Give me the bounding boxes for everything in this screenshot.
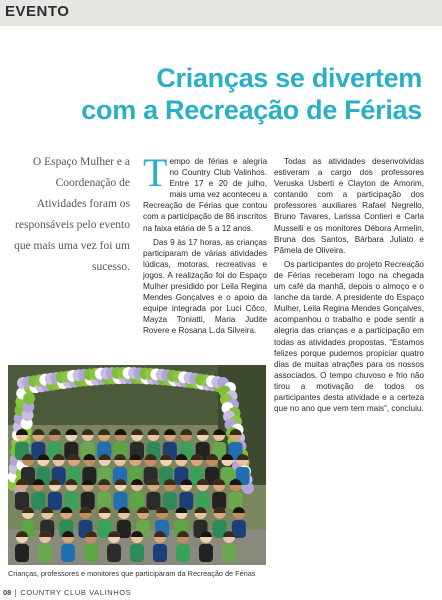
person-figure bbox=[146, 479, 160, 510]
person-figure bbox=[229, 479, 243, 510]
person-figure bbox=[222, 531, 236, 562]
person-figure bbox=[199, 531, 213, 562]
person-figure bbox=[38, 531, 52, 562]
person-figure bbox=[179, 479, 193, 510]
person-figure bbox=[81, 479, 95, 510]
headline-line-1: Crianças se divertem bbox=[156, 63, 422, 93]
paragraph: Os participantes do projeto Recreação de Férias receberam logo na chegada um café da manhã, depois o almoço e o lanche da tarde. A presidente do Espaço Mulher, Leila Regina Mendes Gonçalves, acompanhou o trabalho e pode sentir a alegria das crianças e a participação em todas as atividades propostas. “Estamos felizes porque pudemos propiciar quatro dias de muitas atrações para os nossos associados. O tempo chuvoso e frio não tirou a motivação de todos os participantes desta atividade e a certeza que no ano que vem tem mais”, concluiu. bbox=[274, 259, 424, 414]
section-label: EVENTO bbox=[5, 3, 70, 20]
person-figure bbox=[107, 531, 121, 562]
person-figure bbox=[163, 479, 177, 510]
footer-divider bbox=[15, 589, 16, 597]
group-photo bbox=[8, 365, 266, 565]
paragraph-text: empo de férias e alegria no Country Club Valinhos. Entre 17 e 20 de julho, mais uma vez aconteceu a Recreação de Férias que contou com a participação de 86 inscritos na faixa etária de 5 a 12 anos. bbox=[143, 157, 267, 233]
headline-line-2: com a Recreação de Férias bbox=[81, 95, 422, 125]
person-figure bbox=[48, 479, 62, 510]
person-figure bbox=[176, 531, 190, 562]
person-figure bbox=[31, 479, 45, 510]
article-column-2 bbox=[274, 156, 424, 417]
headline bbox=[2, 62, 422, 126]
person-figure bbox=[97, 479, 111, 510]
publication-name: COUNTRY CLUB VALINHOS bbox=[20, 587, 132, 597]
paragraph bbox=[143, 150, 267, 234]
paragraph: Das 9 às 17 horas, as crianças participaram de várias atividades lúdicas, motoras, recreativas e jogos. A realização foi do Espaço Mulher presidido por Leila Regina Mendes Gonçalves e o apoio da equipe integrada por Luci Côco, Mayza Toniatti, Maria Judite Rovere e Rosana L.da Silveira. bbox=[143, 237, 267, 336]
group-photo-image bbox=[8, 365, 266, 565]
person-figure bbox=[61, 531, 75, 562]
person-figure bbox=[117, 507, 131, 538]
paragraph: Todas as atividades desenvolvidas estiveram a cargo dos professores Veruska Usberti e Clayton de Amorim, contando com a participação dos professores auxiliares Rafael Negrello, Bruno Tavares, Larissa Contieri e Carla Musselli e os monitores Débora Armelin, Bruna dos Santos, Bárbara Juliato e Pâmela de Oliveira. bbox=[274, 157, 424, 255]
person-figure bbox=[153, 531, 167, 562]
balloon bbox=[23, 392, 35, 404]
photo-caption: Crianças, professores e monitores que participaram da Recreação de Férias bbox=[8, 569, 256, 578]
person-figure bbox=[212, 479, 226, 510]
person-figure bbox=[114, 479, 128, 510]
person-figure bbox=[15, 479, 29, 510]
page-footer bbox=[3, 588, 131, 597]
person-figure bbox=[232, 507, 246, 538]
person-figure bbox=[84, 531, 98, 562]
person-figure bbox=[130, 531, 144, 562]
person-figure bbox=[15, 531, 29, 562]
person-figure bbox=[130, 479, 144, 510]
article-column-1 bbox=[143, 150, 267, 340]
drop-cap: T bbox=[143, 150, 168, 195]
person-figure bbox=[196, 479, 210, 510]
lead-paragraph: O Espaço Mulher e a Coordenação de Atividades foram os responsáveis pelo evento que mais uma vez foi um sucesso. bbox=[14, 156, 130, 273]
page-number: 08 bbox=[3, 587, 12, 597]
person-figure bbox=[64, 479, 78, 510]
